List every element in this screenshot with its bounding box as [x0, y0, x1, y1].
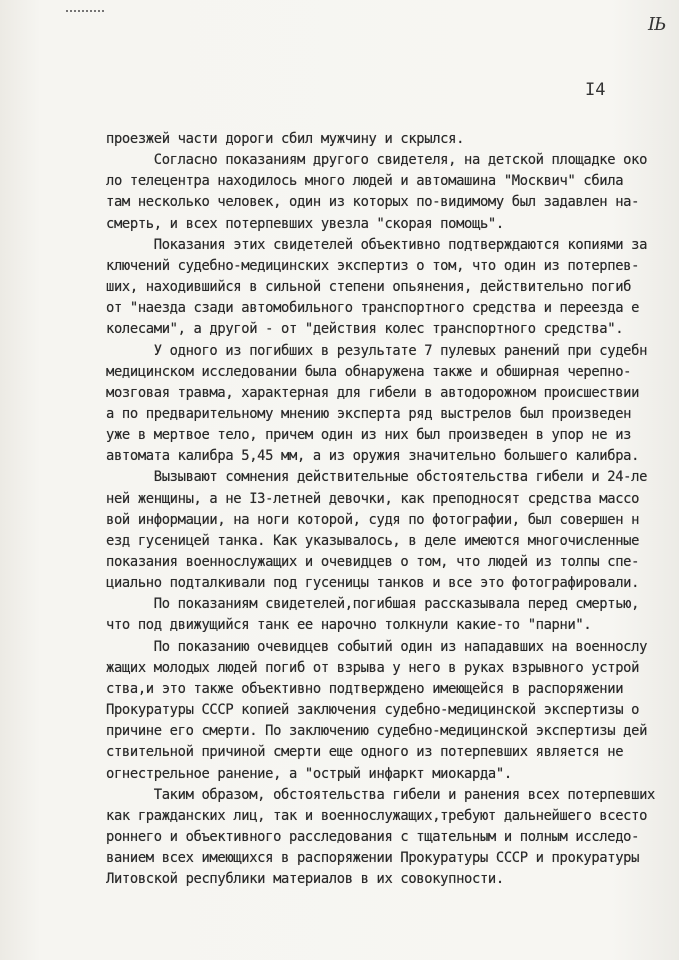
- text-line: Показания этих свидетелей объективно подтверждаются копиями за: [106, 237, 648, 253]
- text-line: ства,и это также объективно подтверждено имеющейся в распоряжении: [106, 681, 624, 697]
- text-line: вой информации, на ноги которой, судя по фотографии, был совершен н: [106, 512, 640, 528]
- text-line: автомата калибра 5,45 мм, а из оружия значительно большего калибра.: [106, 448, 640, 464]
- text-line: По показанию очевидцев событий один из нападавших на военнослу: [106, 639, 648, 655]
- text-line: ней женщины, а не I3-летней девочки, как преподносят средства массо: [106, 491, 640, 507]
- page-number: I4: [585, 80, 606, 100]
- text-line: показания военнослужащих и очевидцев о том, что людей из толпы спе-: [106, 554, 640, 570]
- text-line: Вызывают сомнения действительные обстоятельства гибели и 24-ле: [106, 469, 648, 485]
- text-line: колесами", а другой - от "действия колес транспортного средства".: [106, 321, 624, 337]
- text-line: По показаниям свидетелей,погибшая рассказывала перед смертью,: [106, 596, 640, 612]
- text-line: ло телецентра находилось много людей и автомашина "Москвич" сбила: [106, 173, 624, 189]
- text-line: Литовской республики материалов в их совокупности.: [106, 871, 504, 887]
- text-line: проезжей части дороги сбил мужчину и скрылся.: [106, 131, 465, 147]
- text-line: причине его смерти. По заключению судебно-медицинской экспертизы дей: [106, 723, 648, 739]
- text-line: жащих молодых людей погиб от взрыва у него в руках взрывного устрой: [106, 660, 640, 676]
- text-line: Прокуратуры СССР копией заключения судебно-медицинской экспертизы о: [106, 702, 640, 718]
- corner-handwritten-mark: IЬ: [648, 14, 666, 35]
- text-line: от "наезда сзади автомобильного транспортного средства и переезда е: [106, 300, 640, 316]
- text-line: уже в мертвое тело, причем один из них был произведен в упор не из: [106, 427, 632, 443]
- text-line: циально подталкивали под гусеницы танков и все это фотографировали.: [106, 575, 640, 591]
- text-line: ствительной причиной смерти еще одного из потерпевших является не: [106, 744, 624, 760]
- text-line: медицинском исследовании была обнаружена также и обширная черепно-: [106, 364, 632, 380]
- text-line: а по предварительному мнению эксперта ряд выстрелов был произведен: [106, 406, 632, 422]
- text-line: ванием всех имеющихся в распоряжении Прокуратуры СССР и прокуратуры: [106, 850, 640, 866]
- text-line: как гражданских лиц, так и военнослужащих,требуют дальнейшего всесто: [106, 808, 648, 824]
- text-line: ших, находившийся в сильной степени опьянения, действительно погиб: [106, 279, 632, 295]
- text-line: роннего и объективного расследования с тщательным и полным исследо-: [106, 829, 640, 845]
- text-line: Согласно показаниям другого свидетеля, на детской площадке око: [106, 152, 648, 168]
- text-line: мозговая травма, характерная для гибели в автодорожном происшествии: [106, 385, 640, 401]
- text-line: езд гусеницей танка. Как указывалось, в деле имеются многочисленные: [106, 533, 640, 549]
- text-line: что под движущийся танк ее нарочно толкнули какие-то "парни".: [106, 617, 592, 633]
- text-line: огнестрельное ранение, а "острый инфаркт миокарда".: [106, 766, 512, 782]
- binding-mark: [66, 10, 104, 18]
- text-line: Таким образом, обстоятельства гибели и ранения всех потерпевших: [106, 787, 655, 803]
- text-line: там несколько человек, один из которых по-видимому был задавлен на-: [106, 194, 640, 210]
- text-line: У одного из погибших в результате 7 пулевых ранений при судебн: [106, 343, 648, 359]
- text-line: смерть, и всех потерпевших увезла "скорая помощь".: [106, 216, 504, 232]
- text-line: ключений судебно-медицинских экспертиз о том, что один из потерпев-: [106, 258, 640, 274]
